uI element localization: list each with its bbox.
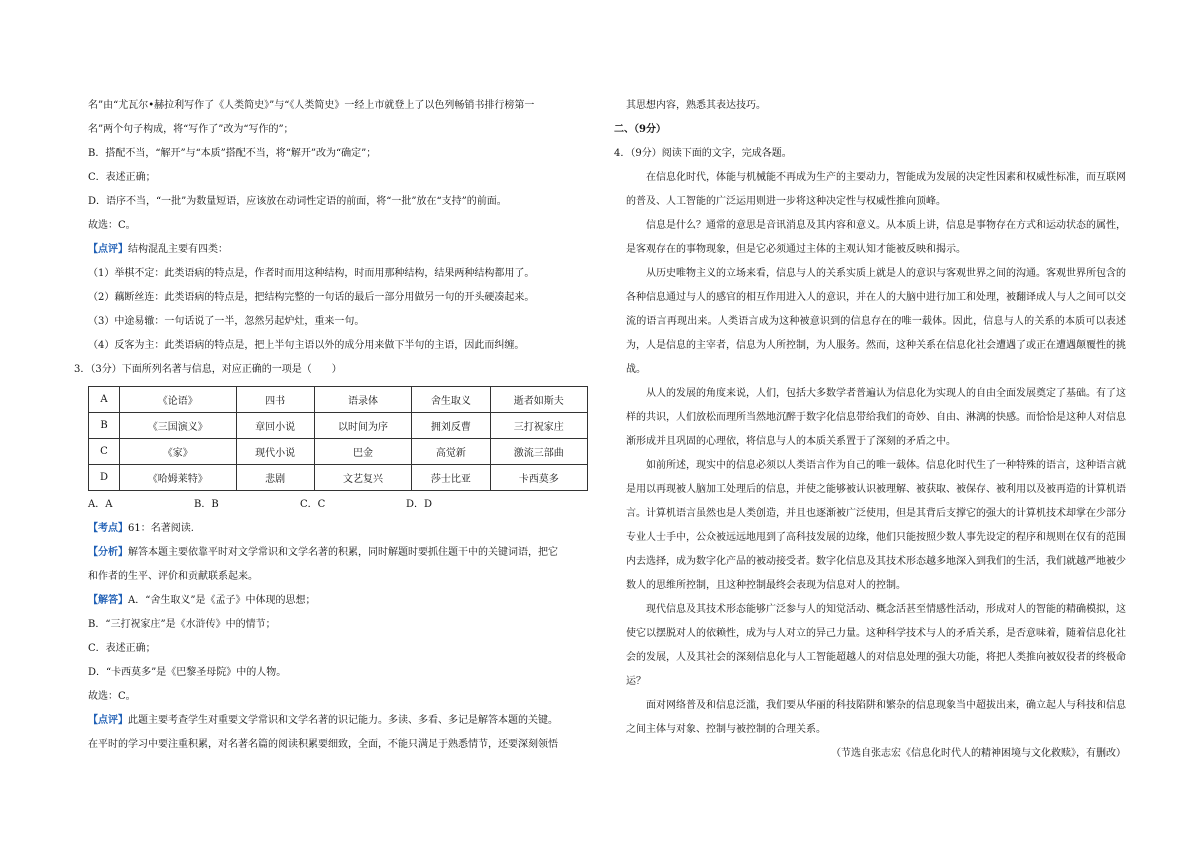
review-line [88,238,588,262]
jieda-line [88,589,588,613]
jieda-tag: 【解答】 [88,595,128,606]
option-b: B．B [194,499,219,510]
table-cell: B [89,413,120,439]
table-cell: 《三国演义》 [120,413,237,439]
question-3-table [88,386,588,491]
table-cell: D [89,465,120,491]
passage-paragraph: 面对网络普及和信息泛滥，我们要从华丽的科技陷阱和繁杂的信息现象当中超拔出来，确立起人与科技和信息之间主体与对象、控制与被控制的合理关系。 [626,700,1126,735]
review-item: （1）举棋不定：此类语病的特点是，作者时而用这种结构，时而用那种结构，结果两种结构都用了。 [88,268,535,279]
table-cell: 舍生取义 [412,387,490,413]
answer-line: 名”两个句子构成，将“写作了”改为“写作的”； [88,124,294,135]
kaodian-line [88,517,588,541]
table-row [89,439,588,465]
fenxi-text: 解答本题主要依靠平时对文学常识和文学名著的积累，同时解题时要抓住题干中的关键词语，把它 [128,547,558,558]
table-cell: 以时间为序 [314,413,411,439]
kaodian-tag: 【考点】 [88,523,128,534]
table-cell: 逝者如斯夫 [490,387,587,413]
question-4-stem: 4．（9分）阅读下面的文字，完成各题。 [614,148,792,159]
continued-line: 其思想内容，熟悉其表达技巧。 [626,100,766,111]
dianping-line [88,709,588,733]
left-column [74,94,588,757]
table-cell: A [89,387,120,413]
review-tag: 【点评】 [88,244,128,255]
option-c: C．C [300,499,326,510]
table-cell: 《哈姆莱特》 [120,465,237,491]
table-cell: 四书 [236,387,314,413]
answer-line: B．“三打祝家庄”是《水浒传》中的情节； [88,619,276,630]
answer-line: 名”由“尤瓦尔•赫拉利写作了《人类简史》”与“《人类简史》一经上市就登上了以色列畅销书排行榜第一 [88,100,535,111]
table-row [89,465,588,491]
passage-paragraph: 如前所述，现实中的信息必须以人类语言作为自己的唯一载体。信息化时代生了一种特殊的语言，这种语言就是用以再现被人脑加工处理后的信息，并使之能够被认识被理解、被获取、被保存、被利用以及被再造的计算机语言。计算机语言虽然也是人类创造，并且也逐渐被广泛使用，但是其背后支撑它的强大的计算机技术却掌在少部分专业人士手中，公众被远远地甩到了高科技发展的边缘，他们只能按照少数人事先设定的程序和规则在仅有的范围内去选择，成为数字化产品的被动接受者。数字化信息及其技术形态越多地深入到我们的生活，我们就越严地被少数人的思维所控制，且这种控制最终会表现为信息对人的控制。 [626,460,1126,591]
table-cell: 《家》 [120,439,237,465]
table-cell: 文艺复兴 [314,465,411,491]
table-cell: 语录体 [314,387,411,413]
fenxi-line [88,541,588,565]
dianping-line-2: 在平时的学习中要注重积累，对名著名篇的阅读积累要细致，全面，不能只满足于熟悉情节，还要深刻领悟 [88,739,558,750]
answer-line: D．语序不当，“一批”为数量短语，应该放在动词性定语的前面，将“一批”放在“支持”的前面。 [88,196,507,207]
kaodian-text: 61：名著阅读. [128,523,194,534]
right-column [614,94,1126,766]
option-a: A．A [88,499,113,510]
review-item: （2）藕断丝连：此类语病的特点是，把结构完整的一句话的最后一部分用做另一句的开头硬凑起来。 [88,292,535,303]
passage-paragraph: 从人的发展的角度来说，人们，包括大多数学者普遍认为信息化为实现人的自由全面发展奠定了基础。有了这样的共识，人们放松而理所当然地沉醉于数字化信息带给我们的奇妙、自由、淋漓的快感。而恰恰是这种人对信息渐形成并且巩固的心理依，将信息与人的本质关系置于了深刻的矛盾之中。 [626,388,1126,447]
jieda-text: A．“舍生取义”是《孟子》中体现的思想； [128,595,316,606]
review-item: （3）中途易辙：一句话说了一半，忽然另起炉灶，重来一句。 [88,316,365,327]
passage-paragraph: 从历史唯物主义的立场来看，信息与人的关系实质上就是人的意识与客观世界之间的沟通。客观世界所包含的各种信息通过与人的感官的相互作用进入人的意识，并在人的大脑中进行加工和处理，被翻译成人与人之间可以交流的语言再现出来。人类语言成为这种被意识到的信息存在的唯一载体。因此，信息与人的关系的本质可以表述为，人是信息的主宰者，信息为人所控制，为人服务。然而，这种关系在信息化社会遭遇了或正在遭遇颠覆性的挑战。 [626,268,1126,375]
table-cell: 莎士比亚 [412,465,490,491]
table-cell: 巴金 [314,439,411,465]
answer-line: C．表述正确； [88,172,156,183]
table-row [89,387,588,413]
answer-line: D．“卡西莫多”是《巴黎圣母院》中的人物。 [88,667,287,678]
section-heading: 二、（9分） [614,124,666,135]
table-cell: 激流三部曲 [490,439,587,465]
passage-source: （节选自张志宏《信息化时代人的精神困境与文化救赎》，有删改） [831,748,1126,759]
table-cell: C [89,439,120,465]
answer-line: 故选：C。 [88,691,136,702]
table-cell: 悲剧 [236,465,314,491]
answer-line: C．表述正确； [88,643,156,654]
table-cell: 三打祝家庄 [490,413,587,439]
table-cell: 《论语》 [120,387,237,413]
option-d: D．D [406,499,433,510]
review-text: 结构混乱主要有四类： [128,244,228,255]
fenxi-tag: 【分析】 [88,547,128,558]
fenxi-line-2: 和作者的生平、评价和贡献联系起来。 [88,571,258,582]
question-3-options [88,493,588,517]
review-item: （4）反客为主：此类语病的特点是，把上半句主语以外的成分用来做下半句的主语，因此而纠缠。 [88,340,525,351]
table-cell: 卡西莫多 [490,465,587,491]
answer-line: 故选：C。 [88,220,136,231]
table-cell: 章回小说 [236,413,314,439]
table-cell: 拥刘反曹 [412,413,490,439]
table-cell: 高觉新 [412,439,490,465]
question-3-stem: 3．（3分）下面所列名著与信息，对应正确的一项是（ ） [74,364,342,375]
passage-paragraph: 信息是什么？通常的意思是音讯消息及其内容和意义。从本质上讲，信息是事物存在方式和运动状态的属性，是客观存在的事物现象，但是它必须通过主体的主观认知才能被反映和揭示。 [626,220,1126,255]
dianping-tag: 【点评】 [88,715,128,726]
passage-paragraph: 在信息化时代，体能与机械能不再成为生产的主要动力，智能成为发展的决定性因素和权威性标准，而互联网的普及、人工智能的广泛运用则进一步将这种决定性与权威性推向顶峰。 [626,172,1126,207]
table-row [89,413,588,439]
answer-line: B．搭配不当，“解开”与“本质”搭配不当，将“解开”改为“确定”； [88,148,377,159]
dianping-text: 此题主要考查学生对重要文学常识和文学名著的识记能力。多读、多看、多记是解答本题的关键。 [128,715,558,726]
passage-paragraph: 现代信息及其技术形态能够广泛参与人的知觉活动、概念活甚至情感性活动，形成对人的智能的精确模拟，这使它以摆脱对人的依赖性，成为与人对立的异己力量。这种科学技术与人的矛盾关系，是否意味着，随着信息化社会的发展，人及其社会的深刻信息化与人工智能超越人的对信息处理的强大功能，将把人类推向被奴役者的终极命运？ [626,604,1126,687]
table-cell: 现代小说 [236,439,314,465]
